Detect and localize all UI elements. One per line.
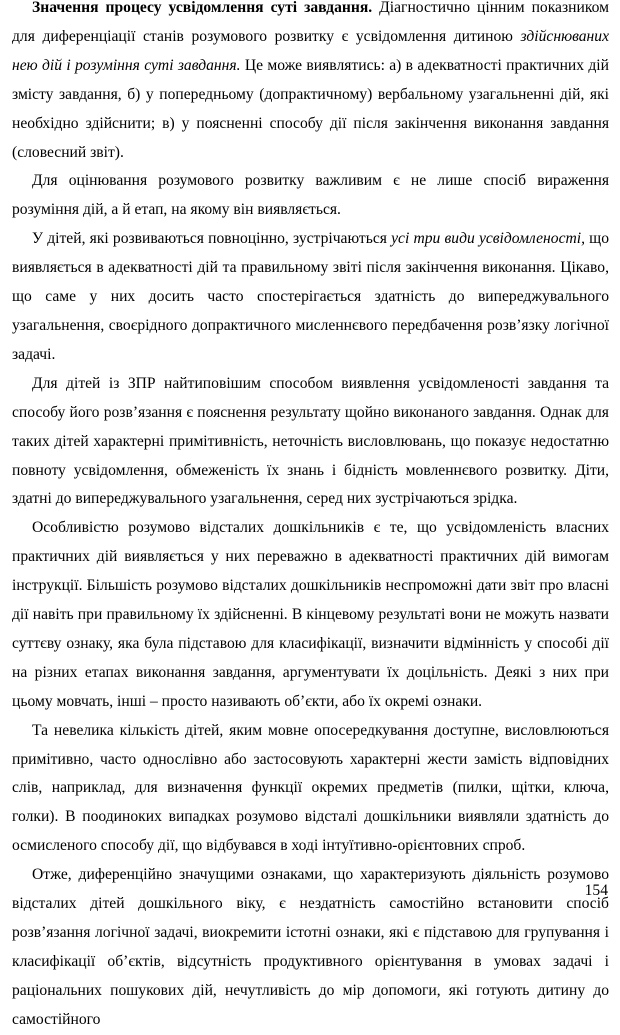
paragraph-7 [12, 861, 609, 1034]
text-run: Це може виявлятись: а) в адекватності практичних дій змісту завдання, б) у попередньому (допрактичному) вербальному узагальненні дій, які необхідно здійснити; в) у поясненні способу дії після закінчення виконання завдання (словесний звіт). [12, 56, 609, 161]
paragraph-2 [12, 167, 609, 225]
text-run: Для дітей із ЗПР найтиповішим способом виявлення усвідомленості завдання та способу його розв’язання є пояснення результату щойно виконаного завдання. Однак для таких дітей характерні примітивність, неточність висловлювань, що показує недостатню повноту усвідомлення, обмеженість їх знань і бідність мовленнєвого розвитку. Діти, здатні до випереджувального узагальнення, серед них зустрічаються зрідка. [12, 374, 609, 508]
text-run: що виявляється в адекватності дій та правильному звіті після закінчення виконання. Цікаво, що саме у них досить часто спостерігається здатність до випереджувального узагальнення, своєрідного допрактичного мисленнєвого передбачення розв’язку логічної задачі. [12, 230, 609, 363]
text-run: У дітей, які розвиваються повноцінно, зустрічаються [32, 230, 392, 248]
italic-emphasis: здійснюваних нею дій і розуміння суті завдання. [12, 27, 609, 74]
text-run: Та невелика кількість дітей, яким мовне опосередкування доступне, висловлюються примітивно, часто однослівно або застосовують характерні жести замість відповідних слів, наприклад, для визначення функції окремих предметів (пилки, щітки, ключа, голки). В поодиноких випадках розумово відсталі дошкільники виявляли здатність до осмисленого способу дії, що відбувався в ході інтуїтивно-орієнтовних спроб. [12, 721, 609, 855]
paragraph-3 [12, 225, 609, 370]
paragraph-5 [12, 514, 609, 716]
page-number: 154 [584, 882, 608, 899]
page-body [12, 0, 609, 1035]
paragraph-4 [12, 370, 609, 515]
section-heading: Значення процесу усвідомлення суті завдання. [32, 0, 373, 16]
paragraph-1 [12, 0, 609, 167]
text-run: Діагностично цінним показником для диференціації станів розумового розвитку є усвідомлення дитиною [12, 0, 609, 45]
text-run: Отже, диференційно значущими ознаками, що характеризують діяльність розумово відсталих дітей дошкільного віку, є нездатність самостійно встановити спосіб розв’язання логічної задачі, виокремити істотні ознаки, які є підставою для групування і класифікації об’єктів, відсутність продуктивного орієнтування в умовах задачі і раціональних пошукових дій, нечутливість до мір допомоги, які готують дитину до самостійного [12, 866, 609, 1028]
italic-emphasis: усі три види усвідомленості, [391, 230, 585, 248]
paragraph-6 [12, 717, 609, 862]
text-run: Для оцінювання розумового розвитку важливим є не лише спосіб вираження розуміння дій, а й етап, на якому він виявляється. [12, 172, 609, 219]
text-run: Особливістю розумово відсталих дошкільників є те, що усвідомленість власних практичних дій виявляється у них переважно в адекватності практичних дій вимогам інструкції. Більшість розумово відсталих дошкільників неспроможні дати звіт про власні дії навіть при правильному їх здійсненні. В кінцевому результаті вони не можуть назвати суттєву ознаку, яка була підставою для класифікації, визначити відмінність у способі дії на різних етапах виконання завдання, аргументувати їх доцільність. Деякі з них при цьому мовчать, інші – просто називають об’єкти, або їх окремі ознаки. [12, 519, 609, 710]
